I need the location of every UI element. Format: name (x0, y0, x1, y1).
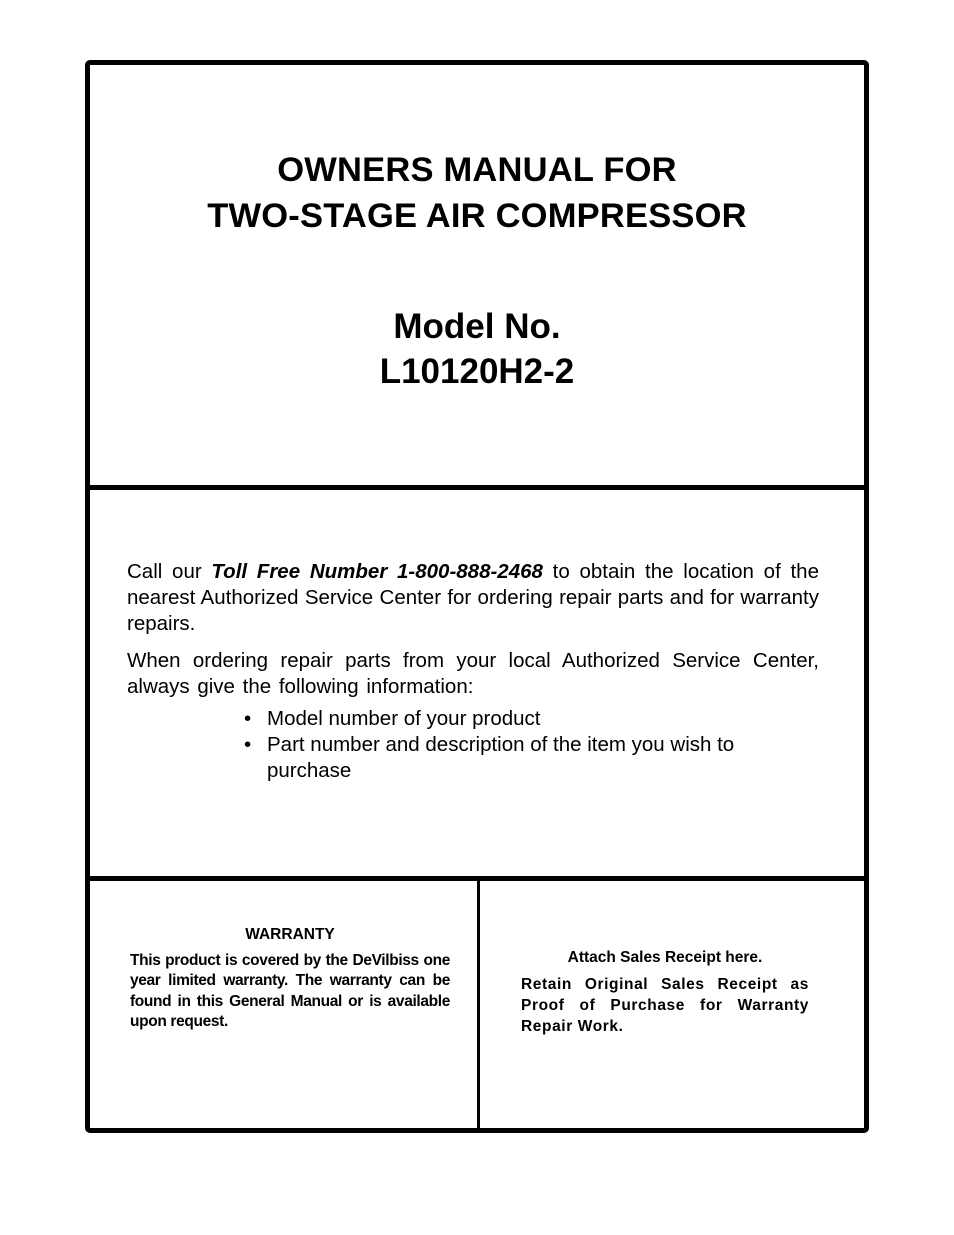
title-line-1: OWNERS MANUAL FOR (277, 151, 677, 189)
ordering-paragraph: When ordering repair parts from your local Authorized Service Center, always give the following information: (127, 649, 819, 698)
bottom-section (90, 881, 864, 1128)
bullet-icon: • (244, 707, 252, 730)
ordering-info-list (244, 706, 819, 784)
receipt-title: Attach Sales Receipt here. (567, 949, 763, 966)
warranty-box (130, 925, 450, 1033)
warranty-text: This product is covered by the DeVilbiss one year limited warranty. The warranty can be found in this General Manual or is available upon request. (130, 951, 450, 1030)
model-label: Model No. (393, 307, 561, 346)
model-block (90, 304, 864, 394)
toll-free-paragraph (127, 559, 819, 637)
list-item (244, 706, 737, 732)
document-frame (85, 60, 869, 1133)
manual-title (90, 147, 864, 239)
list-item-text: Part number and description of the item you wish to purchase (267, 733, 735, 782)
warranty-title: WARRANTY (245, 926, 335, 943)
list-item (244, 732, 737, 784)
toll-free-prefix: Call our (127, 560, 212, 583)
list-item-text: Model number of your product (267, 707, 541, 730)
title-line-2: TWO-STAGE AIR COMPRESSOR (207, 197, 747, 235)
bullet-icon: • (244, 733, 252, 756)
toll-free-number: Toll Free Number 1-800-888-2468 (211, 560, 543, 583)
column-divider (477, 881, 480, 1128)
sales-receipt-box (521, 947, 809, 1037)
model-number: L10120H2-2 (379, 352, 575, 391)
receipt-text: Retain Original Sales Receipt as Proof of Purchase for Warranty Repair Work. (521, 976, 809, 1035)
title-section (90, 65, 864, 490)
service-info-text (127, 559, 819, 784)
service-info-section (90, 490, 864, 881)
toll-free-suffix: to obtain the location of the nearest Authorized Service Center for ordering repair parts and for warranty repairs. (127, 560, 819, 635)
